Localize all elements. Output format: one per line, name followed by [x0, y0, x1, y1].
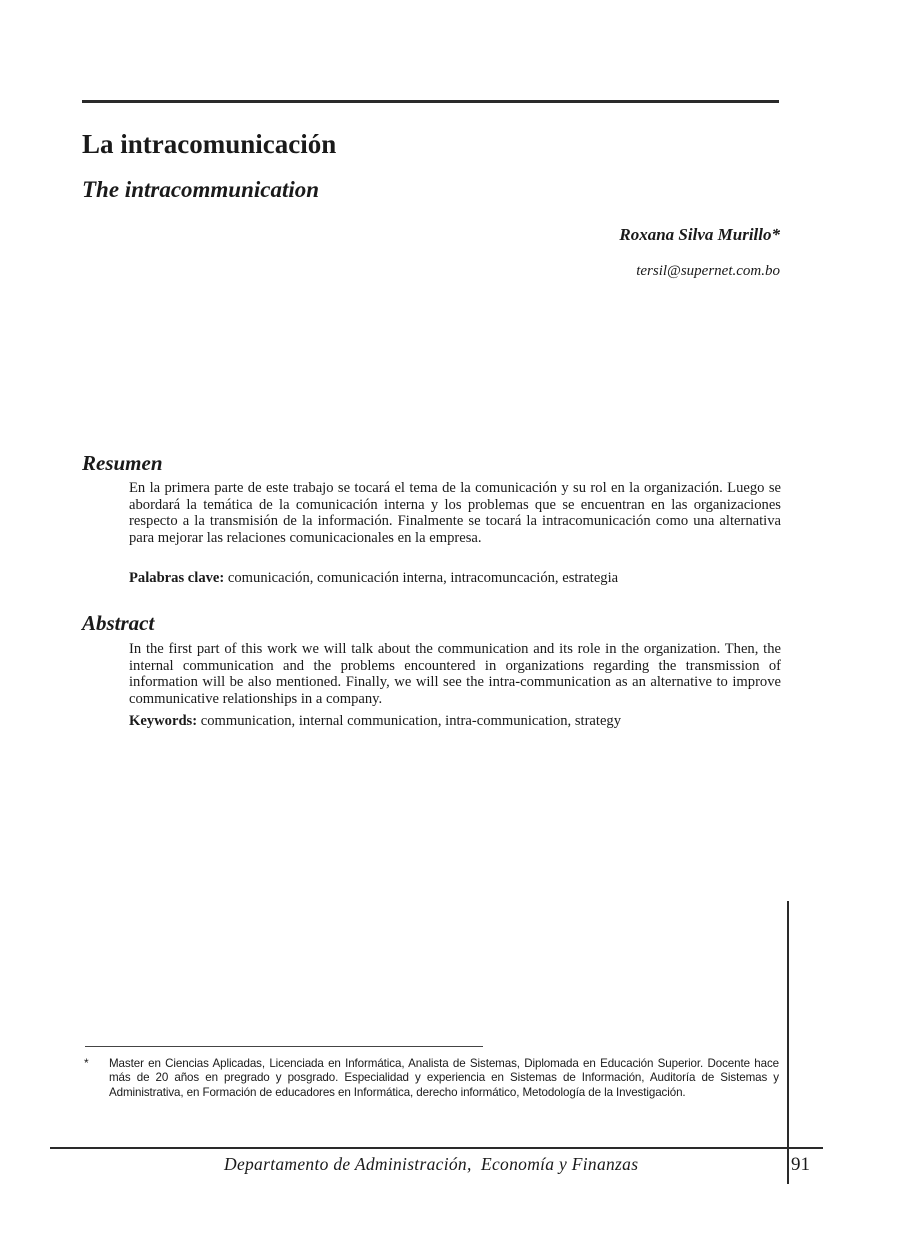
- article-subtitle: The intracommunication: [82, 177, 320, 202]
- article-title: La intracomunicación: [82, 129, 337, 159]
- abstract-keywords: [129, 713, 781, 730]
- footnote-rule: [85, 1046, 483, 1047]
- top-rule: [82, 100, 779, 103]
- footnote-mark: *: [84, 1056, 89, 1070]
- abstract-keywords-list: communication, internal communication, intra-communication, strategy: [200, 713, 622, 729]
- resumen-body: En la primera parte de este trabajo se tocará el tema de la comunicación y su rol en la organización. Luego se abordará la temática de la comunicación interna y los problemas que se encuentran en las organizaciones respecto a la transmisión de la información. Finalmente se tocará la intracomunicación como una alternativa para mejorar las relaciones comunicacionales en la empresa.: [129, 480, 781, 546]
- resumen-heading: Resumen: [82, 451, 163, 475]
- abstract-keywords-label: Keywords:: [129, 713, 198, 729]
- page-number: 91: [791, 1154, 810, 1175]
- abstract-heading: Abstract: [82, 611, 155, 635]
- footer-department: Departamento de Administración, Economía y Finanzas: [224, 1154, 639, 1174]
- author-email: tersil@supernet.com.bo: [636, 263, 780, 279]
- resumen-keywords: [129, 570, 781, 587]
- footnote-text: Master en Ciencias Aplicadas, Licenciada en Informática, Analista de Sistemas, Diplomada en Educación Superior. Docente hace más de 20 años en pregrado y posgrado. Especialidad y experiencia en Sistemas de Información, Auditoría de Sistemas y Administrativa, en Formación de educadores en Informática, derecho informático, Metodología de la Investigación.: [109, 1057, 779, 1099]
- author-name: Roxana Silva Murillo*: [619, 225, 780, 244]
- resumen-keywords-list: comunicación, comunicación interna, intracomuncación, estrategia: [227, 570, 619, 586]
- resumen-keywords-label: Palabras clave:: [129, 570, 225, 586]
- page-vertical-rule: [787, 901, 789, 1184]
- footer-rule: [50, 1147, 823, 1149]
- abstract-body: In the first part of this work we will talk about the communication and its role in the organization. Then, the internal communication and the problems encountered in organizations regarding the transmission of information will be also mentioned. Finally, we will see the intra-communication as an alternative to improve communicative relationships in a company.: [129, 641, 781, 707]
